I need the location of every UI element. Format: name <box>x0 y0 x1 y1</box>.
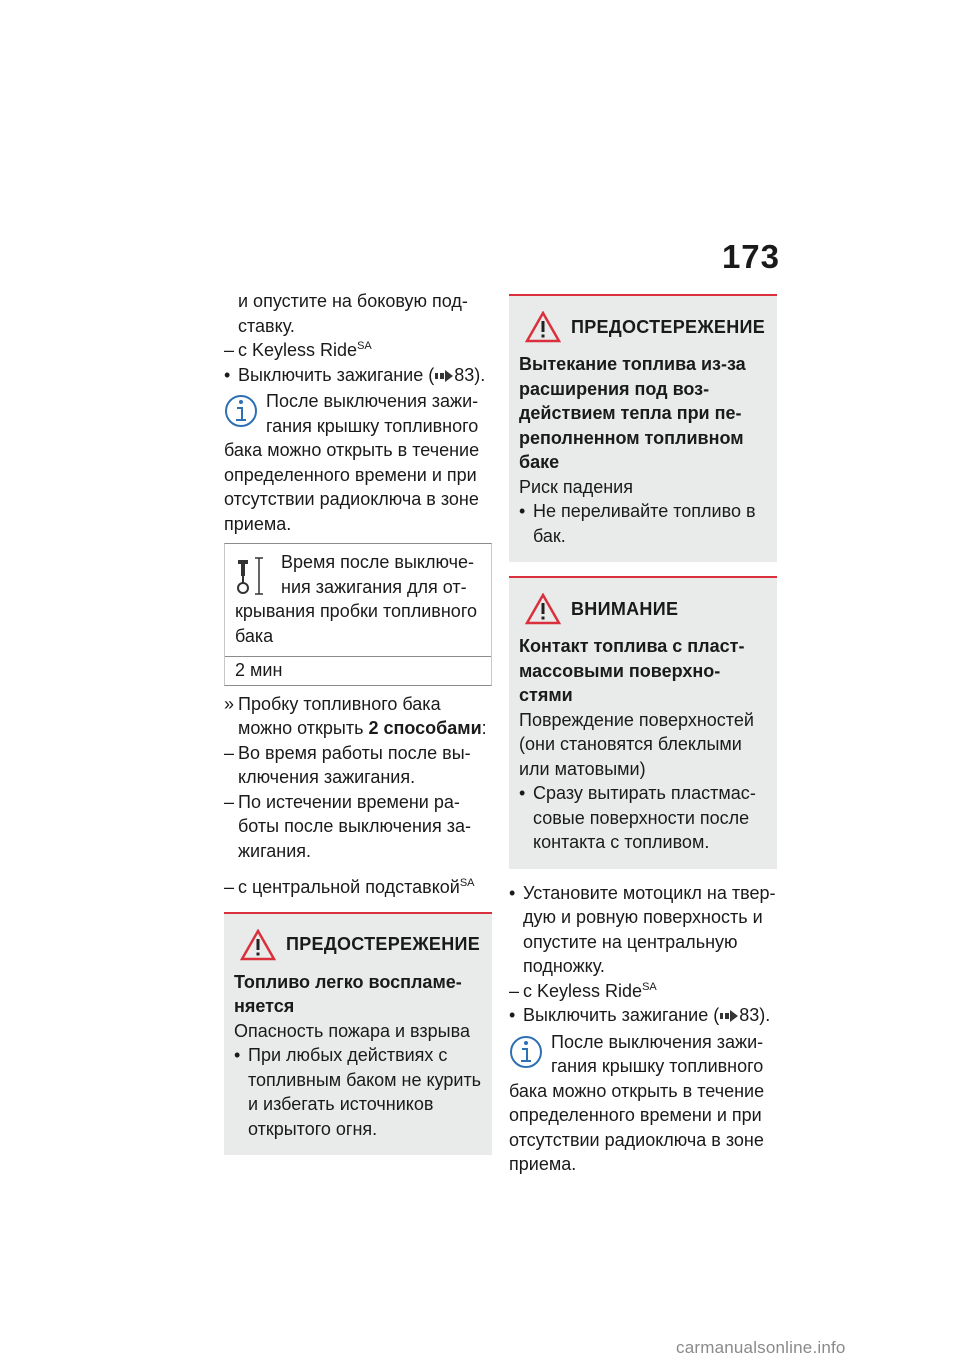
dash-item-keyless: – с Keyless Ride$^{SA}$ <box>224 340 372 360</box>
info-icon <box>509 1032 543 1072</box>
warning-triangle-icon <box>525 593 561 625</box>
info-text: После выключения зажигания крышку топливного бака можно открыть в течение определенного времени и при отсутствии радиоключа в зоне приема. <box>509 1031 765 1174</box>
caution-box-plastic <box>509 576 777 869</box>
info-icon <box>224 391 258 431</box>
spec-label: Время после выключения зажигания для открывания пробки топливного бака <box>235 552 477 646</box>
dash-item-keyless: – с Keyless Ride$^{SA}$ <box>509 980 657 1001</box>
watermark[interactable]: carmanualsonline.info <box>676 1338 846 1357</box>
info-note <box>224 389 492 536</box>
dash-item-after-time: – По истечении времени работы после выключения зажигания. <box>224 791 471 861</box>
warning-triangle-icon <box>525 311 561 343</box>
caution-title: Контакт топлива с пластмассовыми поверхностями <box>519 636 745 705</box>
page-number: 173 <box>721 238 780 275</box>
arrow-reference-icon <box>434 370 454 382</box>
info-note <box>509 1030 777 1177</box>
bullet-center-stand: • Установите мотоцикл на твердую и ровную поверхность и опустите на центральную подножку. <box>509 882 776 976</box>
caution-bullet: • Сразу вытирать пластмассовые поверхности после контакта с топливом. <box>519 783 756 852</box>
right-column <box>509 294 777 1177</box>
spec-value: 2 мин <box>235 660 283 680</box>
info-text: После выключения зажигания крышку топливного бака можно открыть в течение определенного времени и при отсутствии радиоключа в зоне приема. <box>224 391 480 534</box>
caution-risk: Повреждение поверхностей (они становятся блеклыми или матовыми) <box>519 709 754 779</box>
timer-icon <box>235 554 271 598</box>
warning-bullet: • Не переливайте топливо в бак. <box>519 501 756 546</box>
arrow-reference-icon <box>719 1010 739 1022</box>
spec-table <box>224 543 492 686</box>
dash-item-while-running: – Во время работы после выключения зажигания. <box>224 742 471 787</box>
warning-title: Топливо легко воспламеняется <box>234 971 462 1016</box>
result-item: » Пробку топливного бака можно открыть 2 способами: <box>224 693 487 738</box>
warning-box-fire <box>224 912 492 1156</box>
warning-box-overflow <box>509 294 777 562</box>
warning-risk: Опасность пожара и взрыва <box>234 1020 470 1041</box>
warning-risk: Риск падения <box>519 476 633 497</box>
warning-title: Вытекание топлива из-за расширения под воздействием тепла при переполненном топливном баке <box>519 354 746 472</box>
caution-heading: ВНИМАНИЕ <box>519 592 767 626</box>
left-column <box>224 289 492 1155</box>
dash-item-center-stand: – с центральной подставкой$^{SA}$ <box>224 877 475 897</box>
bullet-ignition-off: • Выключить зажигание ( 83). <box>224 364 486 385</box>
warning-triangle-icon <box>240 929 276 961</box>
warning-heading: ПРЕДОСТЕРЕЖЕНИЕ <box>234 928 482 962</box>
continued-text: и опустите на боковую под- ставку. <box>238 291 468 336</box>
warning-heading: ПРЕДОСТЕРЕЖЕНИЕ <box>519 310 767 344</box>
warning-bullet: • При любых действиях с топливным баком не курить и избегать источников открытого огня. <box>234 1045 482 1139</box>
bullet-ignition-off: • Выключить зажигание ( 83). <box>509 1005 771 1025</box>
